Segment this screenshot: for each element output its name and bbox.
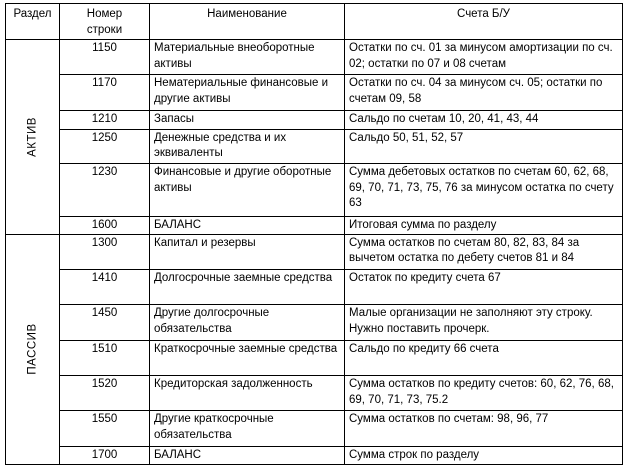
line-number: 1700 xyxy=(60,446,150,464)
line-number: 1170 xyxy=(60,75,150,110)
accounts-text: Малые организации не заполняют эту строку. Нужно поставить прочерк. xyxy=(345,305,623,340)
line-number: 1550 xyxy=(60,411,150,446)
table-row xyxy=(6,75,623,110)
table-row xyxy=(6,376,623,411)
line-number: 1210 xyxy=(60,110,150,129)
accounts-text: Сумма остатков по счетам 80, 82, 83, 84 за вычетом остатка по дебету счетов 81 и 84 xyxy=(345,234,623,269)
accounts-text: Сумма остатков по счетам: 98, 96, 77 xyxy=(345,411,623,446)
accounts-text: Остаток по кредиту счета 67 xyxy=(345,270,623,305)
line-number: 1150 xyxy=(60,40,150,75)
accounts-text: Сумма строк по разделу xyxy=(345,446,623,464)
item-name: Запасы xyxy=(150,110,345,129)
table-row xyxy=(6,270,623,305)
table xyxy=(5,3,623,465)
accounts-text: Сумма остатков по кредиту счетов: 60, 62, 76, 68, 69, 70, 71, 73, 75.2 xyxy=(345,376,623,411)
line-number: 1520 xyxy=(60,376,150,411)
item-name: Финансовые и другие оборотные активы xyxy=(150,164,345,216)
table-row xyxy=(6,164,623,216)
table-row xyxy=(6,411,623,446)
table-row xyxy=(6,216,623,234)
item-name: Другие долгосрочные обязательства xyxy=(150,305,345,340)
section-cell-assets xyxy=(6,40,60,235)
item-name: БАЛАНС xyxy=(150,446,345,464)
accounts-text: Сальдо по кредиту 66 счета xyxy=(345,340,623,375)
table-row xyxy=(6,110,623,129)
item-name: БАЛАНС xyxy=(150,216,345,234)
item-name: Кредиторская задолженность xyxy=(150,376,345,411)
header-section: Раздел xyxy=(6,4,60,40)
item-name: Долгосрочные заемные средства xyxy=(150,270,345,305)
item-name: Другие краткосрочные обязательства xyxy=(150,411,345,446)
line-number: 1450 xyxy=(60,305,150,340)
header-name: Наименование xyxy=(150,4,345,40)
line-number: 1230 xyxy=(60,164,150,216)
line-number: 1510 xyxy=(60,340,150,375)
accounts-text: Сумма дебетовых остатков по счетам 60, 62, 68, 69, 70, 71, 73, 75, 76 за минусом остатка по счету 63 xyxy=(345,164,623,216)
accounts-text: Сальдо 50, 51, 52, 57 xyxy=(345,129,623,163)
line-number: 1410 xyxy=(60,270,150,305)
item-name: Материальные внеоборотные активы xyxy=(150,40,345,75)
balance-sheet-table xyxy=(5,3,622,465)
table-row xyxy=(6,40,623,75)
item-name: Капитал и резервы xyxy=(150,234,345,269)
table-row xyxy=(6,305,623,340)
table-row xyxy=(6,234,623,269)
section-cell-liabilities xyxy=(6,234,60,464)
table-row xyxy=(6,446,623,464)
line-number: 1300 xyxy=(60,234,150,269)
item-name: Денежные средства и их эквиваленты xyxy=(150,129,345,163)
line-number: 1600 xyxy=(60,216,150,234)
section-title: АКТИВ xyxy=(25,116,38,157)
accounts-text: Сальдо по счетам 10, 20, 41, 43, 44 xyxy=(345,110,623,129)
section-title: ПАССИВ xyxy=(25,323,38,376)
accounts-text: Остатки по сч. 04 за минусом сч. 05; остатки по счетам 09, 58 xyxy=(345,75,623,110)
accounts-text: Итоговая сумма по разделу xyxy=(345,216,623,234)
header-accounts: Счета Б/У xyxy=(345,4,623,40)
header-row xyxy=(6,4,623,40)
table-row xyxy=(6,129,623,163)
item-name: Нематериальные финансовые и другие активы xyxy=(150,75,345,110)
item-name: Краткосрочные заемные средства xyxy=(150,340,345,375)
header-line-number: Номер строки xyxy=(60,4,150,40)
line-number: 1250 xyxy=(60,129,150,163)
table-row xyxy=(6,340,623,375)
accounts-text: Остатки по сч. 01 за минусом амортизации по сч. 02; остатки по 07 и 08 счетам xyxy=(345,40,623,75)
